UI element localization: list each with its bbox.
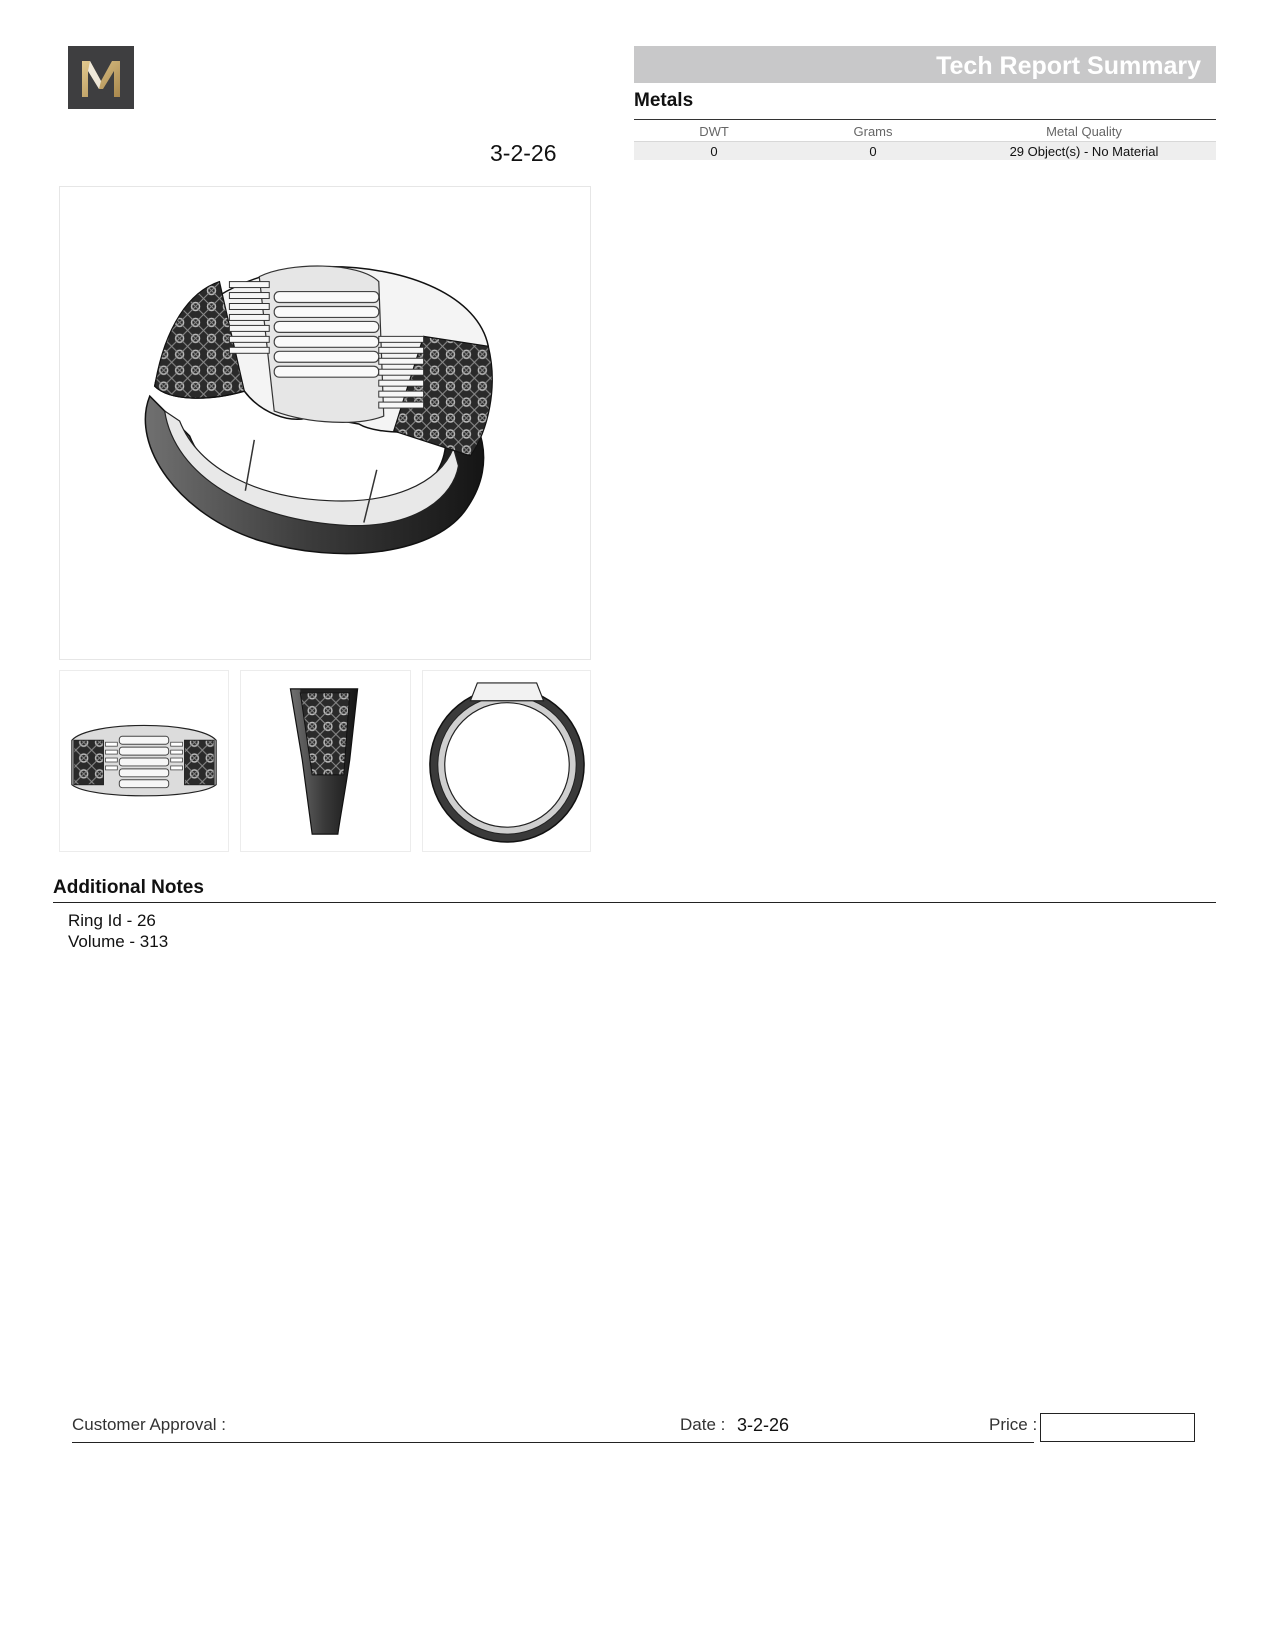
ring-top-image xyxy=(60,671,228,851)
ring-side-view xyxy=(240,670,411,852)
ring-perspective-view xyxy=(59,186,591,660)
report-title: Tech Report Summary xyxy=(634,46,1216,83)
ring-front-image xyxy=(423,671,590,851)
ring-top-view xyxy=(59,670,229,852)
cell-dwt: 0 xyxy=(634,142,794,161)
customer-approval-label: Customer Approval : xyxy=(72,1415,227,1434)
additional-notes-heading: Additional Notes xyxy=(53,877,204,898)
metals-heading: Metals xyxy=(634,90,694,111)
report-date: 3-2-26 xyxy=(490,140,557,166)
cell-metal-quality: 29 Object(s) - No Material xyxy=(952,142,1216,161)
column-header-dwt: DWT xyxy=(699,123,729,139)
note-line-ring-id: Ring Id - 26 xyxy=(68,911,156,930)
price-label: Price : xyxy=(989,1415,1038,1434)
ring-perspective-image xyxy=(60,187,590,659)
metals-table xyxy=(634,121,1216,160)
logo-m-mark xyxy=(76,55,126,101)
column-header-grams: Grams xyxy=(853,123,893,139)
price-field[interactable] xyxy=(1040,1413,1195,1442)
customer-approval-signature-line[interactable] xyxy=(72,1442,1034,1443)
table-row xyxy=(634,142,1216,161)
notes-divider xyxy=(53,902,1216,903)
date-label: Date : xyxy=(680,1415,726,1434)
cell-grams: 0 xyxy=(794,142,952,161)
company-logo xyxy=(68,46,134,109)
date-value: 3-2-26 xyxy=(737,1415,790,1435)
column-header-metal-quality: Metal Quality xyxy=(1046,123,1122,139)
note-line-volume: Volume - 313 xyxy=(68,932,169,951)
ring-side-image xyxy=(241,671,410,851)
ring-front-view xyxy=(422,670,591,852)
metals-header-row xyxy=(634,121,1216,142)
metals-divider xyxy=(634,119,1216,120)
notes-content xyxy=(68,910,168,952)
